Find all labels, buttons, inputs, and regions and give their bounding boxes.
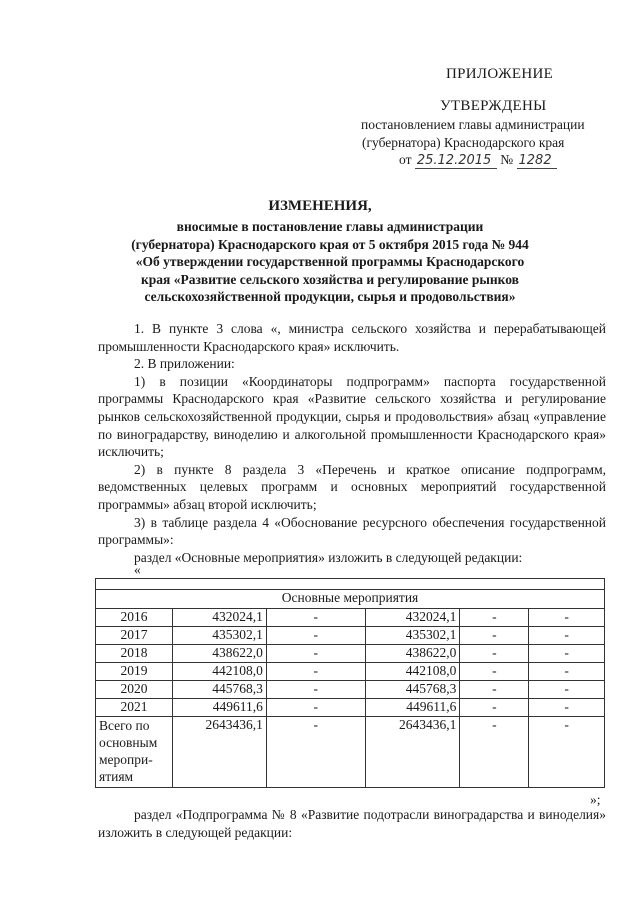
approval-reference: [399, 152, 557, 169]
value-cell: -: [266, 717, 365, 788]
approved-label: УТВЕРЖДЕНЫ: [440, 98, 547, 114]
year-cell: 2021: [96, 699, 173, 717]
subtitle-line: (губернатора) Краснодарского края от 5 октября 2015 года № 944: [131, 236, 529, 252]
value-cell: -: [460, 663, 529, 681]
total-label-line: ятиям: [99, 769, 134, 784]
value-cell: -: [460, 609, 529, 627]
year-cell: 2017: [96, 627, 173, 645]
value-cell: -: [529, 645, 605, 663]
close-quote: »;: [590, 792, 601, 807]
year-cell: 2018: [96, 645, 173, 663]
value-cell: -: [460, 681, 529, 699]
total-cell: 2643436,1: [172, 717, 266, 788]
value-cell: -: [266, 609, 365, 627]
paragraph-6: раздел «Основные мероприятия» изложить в следующей редакции:: [134, 549, 523, 565]
paragraph-7: раздел «Подпрограмма № 8 «Развитие подотрасли виноградарства и виноделия» изложить в следующей редакции:: [98, 807, 606, 840]
total-cell: 449611,6: [172, 699, 266, 717]
handwritten-number: 1282: [517, 154, 557, 169]
value-cell: -: [529, 699, 605, 717]
value-cell: 442108,0: [365, 663, 460, 681]
value-cell: -: [460, 645, 529, 663]
total-label-line: меропри-: [99, 752, 153, 767]
value-cell: -: [460, 717, 529, 788]
value-cell: 445768,3: [365, 681, 460, 699]
table-row: [96, 627, 605, 645]
number-label: №: [500, 152, 514, 167]
table-row: [96, 609, 605, 627]
paragraph-3: 1) в позиции «Координаторы подпрограмм» паспорта государственной программы Краснодарского края «Развитие сельского хозяйства и регулирование рынков сельскохозяйственной продукции, сырья и продовольствия» абзац «управление по виноградарству, виноделию и алкогольной промышленности Краснодарского края» исключить;: [98, 373, 606, 460]
body-text-continued: [98, 806, 606, 841]
value-cell: -: [529, 609, 605, 627]
document-subtitle: [120, 218, 540, 306]
total-cell: 432024,1: [172, 609, 266, 627]
section-title: Основные мероприятия: [96, 590, 605, 609]
value-cell: 432024,1: [365, 609, 460, 627]
appendix-label: ПРИЛОЖЕНИЕ: [446, 66, 554, 82]
funding-table: [95, 578, 605, 788]
paragraph-2: 2. В приложении:: [134, 356, 235, 372]
total-cell: 438622,0: [172, 645, 266, 663]
subtitle-line: вносимые в постановление главы администрации: [176, 219, 484, 234]
total-cell: 442108,0: [172, 663, 266, 681]
value-cell: -: [266, 681, 365, 699]
value-cell: -: [529, 663, 605, 681]
subtitle-line: сельскохозяйственной продукции, сырья и продовольствия»: [144, 289, 516, 304]
table-top-row: [96, 579, 605, 590]
subtitle-line: края «Развитие сельского хозяйства и регулирование рынков: [141, 271, 519, 287]
open-quote: «: [134, 562, 141, 577]
total-label-line: Всего по: [99, 718, 150, 733]
year-cell: 2020: [96, 681, 173, 699]
handwritten-date: 25.12.2015: [415, 154, 497, 169]
value-cell: -: [529, 717, 605, 788]
value-cell: -: [266, 663, 365, 681]
subtitle-line: «Об утверждении государственной программы Краснодарского: [135, 254, 525, 269]
value-cell: 435302,1: [365, 627, 460, 645]
value-cell: -: [460, 699, 529, 717]
approved-line1: постановлением главы администрации: [361, 117, 585, 132]
table-row: [96, 645, 605, 663]
value-cell: -: [529, 627, 605, 645]
paragraph-4: 2) в пункте 8 раздела 3 «Перечень и краткое описание подпрограмм, ведомственных целевых программ и основных мероприятий государственной программы» абзац второй исключить;: [98, 461, 606, 512]
paragraph-1: 1. В пункте 3 слова «, министра сельского хозяйства и перерабатывающей промышленности Краснодарского края» исключить.: [98, 321, 606, 354]
value-cell: -: [266, 627, 365, 645]
table-row: [96, 699, 605, 717]
value-cell: 449611,6: [365, 699, 460, 717]
table-row: [96, 663, 605, 681]
value-cell: -: [529, 681, 605, 699]
value-cell: -: [266, 699, 365, 717]
year-cell: 2019: [96, 663, 173, 681]
value-cell: -: [460, 627, 529, 645]
paragraph-5: 3) в таблице раздела 4 «Обоснование ресурсного обеспечения государственной программы»:: [98, 514, 606, 548]
table-total-row: [96, 717, 605, 788]
body-text: [98, 320, 606, 566]
year-cell: 2016: [96, 609, 173, 627]
approved-line2: (губернатора) Краснодарского края: [362, 135, 565, 150]
table-row: [96, 681, 605, 699]
value-cell: 2643436,1: [365, 717, 460, 788]
total-cell: 445768,3: [172, 681, 266, 699]
from-label: от: [399, 152, 412, 167]
total-label-line: основным: [99, 735, 158, 750]
value-cell: -: [266, 645, 365, 663]
total-cell: 435302,1: [172, 627, 266, 645]
value-cell: 438622,0: [365, 645, 460, 663]
document-title: ИЗМЕНЕНИЯ,: [268, 198, 372, 214]
table-section-row: [96, 590, 605, 609]
total-label-cell: [96, 717, 173, 788]
